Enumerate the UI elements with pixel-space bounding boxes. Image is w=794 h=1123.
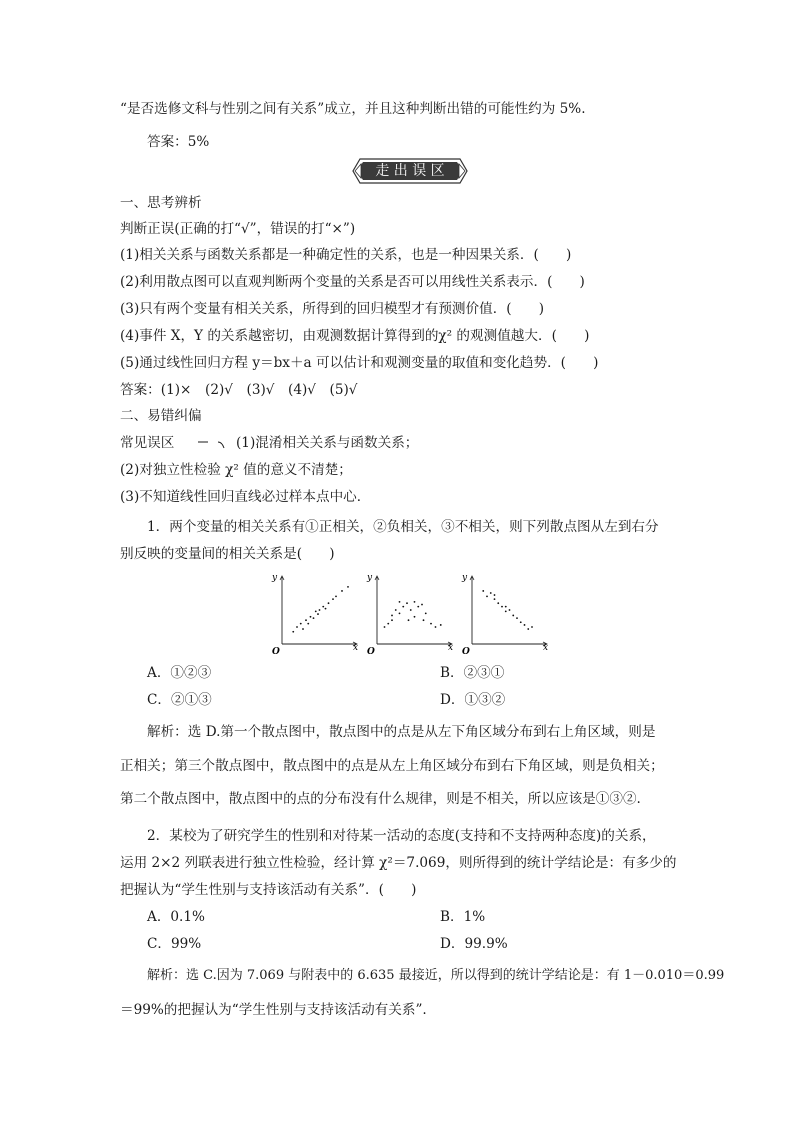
scatter-point bbox=[391, 615, 393, 617]
scatter-point bbox=[505, 606, 507, 608]
scatter-point bbox=[347, 586, 349, 588]
scatter-point bbox=[310, 616, 312, 618]
scatter-point bbox=[497, 602, 499, 604]
scatter-point bbox=[408, 619, 410, 621]
scatter-plot-2 bbox=[366, 573, 453, 657]
scatter-point bbox=[524, 624, 526, 626]
judge-item-2: (2)利用散点图可以直观判断两个变量的关系是否可以用线性关系表示．( ) bbox=[120, 274, 585, 290]
scatter-point bbox=[501, 606, 503, 608]
scatter-point bbox=[305, 619, 307, 621]
q2-option-b: B．1% bbox=[440, 909, 486, 925]
mistake-2: (2)对独立性检验 χ² 值的意义不清楚； bbox=[120, 462, 352, 478]
part2-heading: 二、易错纠偏 bbox=[120, 408, 202, 424]
scatter-point bbox=[410, 609, 412, 611]
scatter-point bbox=[505, 610, 507, 612]
prev-question-tail: “是否选修文科与性别之间有关系”成立，并且这种判断出错的可能性约为 5%. bbox=[120, 101, 586, 117]
scatter-point bbox=[399, 613, 401, 615]
scatter-point bbox=[482, 590, 484, 592]
scatter-point bbox=[319, 609, 321, 611]
scatter-point bbox=[302, 628, 304, 630]
q1-option-c: C．②①③ bbox=[147, 692, 212, 708]
scatter-plot-3 bbox=[461, 573, 548, 657]
q2-analysis-line1: 解析：选 C.因为 7.069 与附表中的 6.635 最接近，所以得到的统计学结论是：有 1－0.010＝0.99 bbox=[147, 968, 725, 983]
y-axis-label: y bbox=[272, 573, 278, 583]
scatter-plot-1 bbox=[271, 573, 358, 657]
mistakes-lead: 常见误区 bbox=[120, 435, 175, 451]
mistakes-brace bbox=[178, 434, 233, 452]
q1-analysis-line1: 解析：选 D.第一个散点图中，散点图中的点是从左下角区域分布到右上角区域，则是 bbox=[147, 724, 656, 740]
q2-option-c: C．99% bbox=[147, 936, 202, 952]
mistake-3: (3)不知道线性回归直线必过样本点中心． bbox=[120, 489, 371, 505]
origin-label: O bbox=[462, 647, 470, 657]
scatter-point bbox=[414, 601, 416, 603]
judge-item-5: (5)通过线性回归方程 y＝bx＋a 可以估计和观测变量的取值和变化趋势．( ) bbox=[120, 355, 599, 371]
part1-intro: 判断正误(正确的打“√”，错误的打“×”) bbox=[120, 221, 356, 237]
section-banner bbox=[352, 158, 468, 184]
scatter-point bbox=[406, 602, 408, 604]
scatter-point bbox=[494, 598, 496, 600]
prev-answer: 答案：5% bbox=[147, 134, 210, 150]
scatter-point bbox=[425, 613, 427, 615]
y-axis-label: y bbox=[367, 573, 373, 583]
q1-analysis-line2: 正相关；第三个散点图中，散点图中的点是从左上角区域分布到右下角区域，则是负相关； bbox=[120, 758, 664, 774]
scatter-point bbox=[414, 616, 416, 618]
origin-label: O bbox=[272, 647, 280, 657]
q1-option-a: A．①②③ bbox=[147, 665, 212, 681]
banner-label: 走 出 误 区 bbox=[375, 163, 445, 179]
scatter-point bbox=[423, 619, 425, 621]
q2-stem-line3: 把握认为“学生性别与支持该活动有关系”．( ) bbox=[120, 882, 417, 898]
q1-stem-line2: 别反映的变量间的相关关系是( ) bbox=[120, 546, 335, 562]
q2-stem-line1: 2．某校为了研究学生的性别和对待某一活动的态度(支持和不支持两种态度)的关系， bbox=[147, 828, 656, 844]
scatter-point bbox=[292, 631, 294, 633]
q2-option-d: D．99.9% bbox=[440, 936, 508, 952]
scatter-point bbox=[391, 619, 393, 621]
q1-option-b: B．②③① bbox=[440, 665, 505, 681]
scatter-point bbox=[421, 604, 423, 606]
y-axis-label: y bbox=[462, 573, 468, 583]
scatter-point bbox=[402, 606, 404, 608]
scatter-plots-figure bbox=[0, 566, 794, 666]
scatter-point bbox=[527, 628, 529, 630]
q2-analysis-line2: ＝99%的把握认为“学生性别与支持该活动有关系”. bbox=[120, 1002, 427, 1018]
scatter-point bbox=[332, 598, 334, 600]
scatter-point bbox=[512, 615, 514, 617]
judge-item-1: (1)相关关系与函数关系都是一种确定性的关系，也是一种因果关系．( ) bbox=[120, 247, 572, 263]
part1-answer: 答案：(1)× (2)√ (3)√ (4)√ (5)√ bbox=[120, 382, 358, 398]
scatter-point bbox=[300, 623, 302, 625]
scatter-point bbox=[509, 609, 511, 611]
judge-item-3: (3)只有两个变量有相关关系，所得到的回归模型才有预测价值．( ) bbox=[120, 301, 545, 317]
q2-option-a: A．0.1% bbox=[147, 909, 205, 925]
scatter-point bbox=[322, 606, 324, 608]
part1-heading: 一、思考辨析 bbox=[120, 195, 202, 211]
q2-stem-line2: 运用 2×2 列联表进行独立性检验，经计算 χ²＝7.069，则所得到的统计学结论是：有多少的 bbox=[120, 855, 677, 871]
scatter-point bbox=[315, 610, 317, 612]
scatter-point bbox=[399, 601, 401, 603]
scatter-point bbox=[296, 626, 298, 628]
x-axis-label: x bbox=[353, 643, 359, 653]
mistake-1: (1)混淆相关关系与函数关系； bbox=[236, 435, 419, 451]
q1-analysis-line3: 第二个散点图中，散点图中的点的分布没有什么规律，则是不相关，所以应该是①③②. bbox=[120, 791, 641, 807]
scatter-point bbox=[417, 606, 419, 608]
scatter-point bbox=[384, 626, 386, 628]
q1-stem-line1: 1．两个变量的相关关系有①正相关，②负相关，③不相关，则下列散点图从左到右分 bbox=[147, 519, 659, 535]
scatter-point bbox=[490, 592, 492, 594]
scatter-point bbox=[313, 617, 315, 619]
scatter-point bbox=[430, 623, 432, 625]
scatter-point bbox=[387, 623, 389, 625]
scatter-point bbox=[341, 590, 343, 592]
scatter-point bbox=[435, 626, 437, 628]
x-axis-label: x bbox=[448, 643, 454, 653]
scatter-point bbox=[440, 624, 442, 626]
x-axis-label: x bbox=[543, 643, 549, 653]
scatter-point bbox=[317, 613, 319, 615]
q1-option-d: D．①③② bbox=[440, 692, 506, 708]
scatter-point bbox=[395, 609, 397, 611]
scatter-point bbox=[328, 602, 330, 604]
scatter-point bbox=[494, 594, 496, 596]
scatter-point bbox=[307, 623, 309, 625]
scatter-point bbox=[335, 596, 337, 598]
judge-item-4: (4)事件 X，Y 的关系越密切，由观测数据计算得到的χ² 的观测值越大．( ) bbox=[120, 328, 590, 344]
origin-label: O bbox=[367, 647, 375, 657]
scatter-point bbox=[531, 626, 533, 628]
scatter-point bbox=[516, 617, 518, 619]
scatter-point bbox=[520, 621, 522, 623]
scatter-point bbox=[486, 596, 488, 598]
scatter-point bbox=[325, 608, 327, 610]
